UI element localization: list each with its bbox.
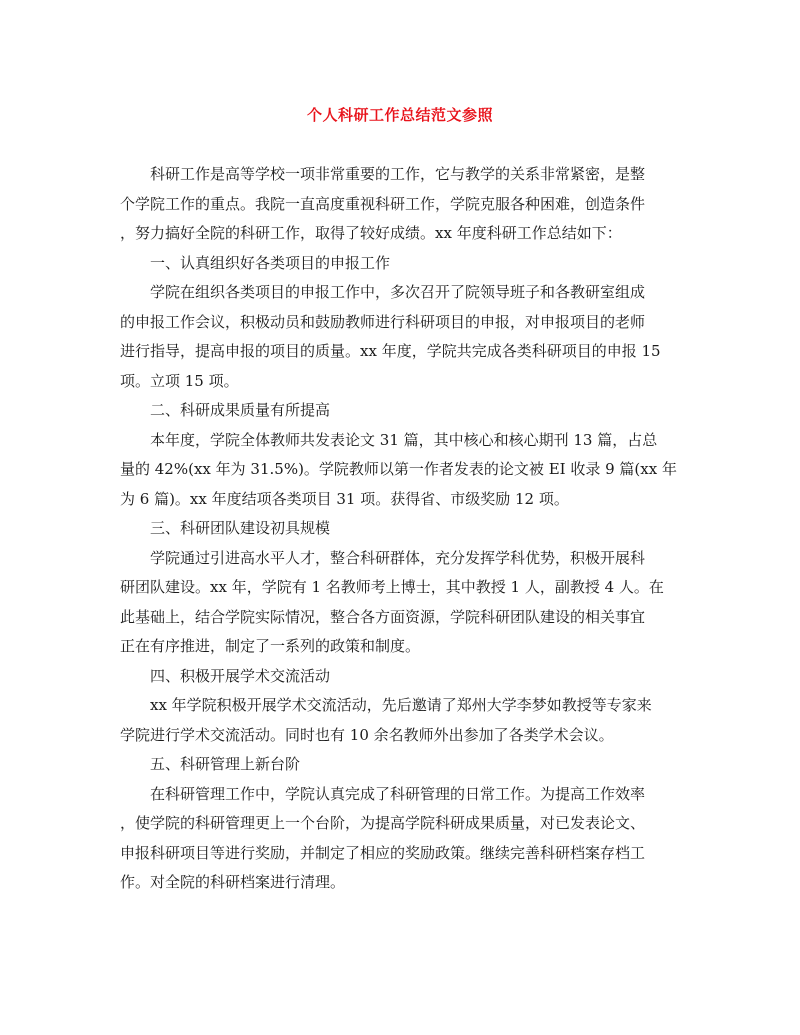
paragraph-line: 为 6 篇)。xx 年度结项各类项目 31 项。获得省、市级奖励 12 项。 (120, 489, 569, 508)
paragraph-line: 学院通过引进高水平人才，整合科研群体，充分发挥学科优势，积极开展科 (150, 548, 646, 567)
section-heading-3: 三、科研团队建设初具规模 (150, 519, 331, 537)
paragraph-line: 申报科研项目等进行奖励，并制定了相应的奖励政策。继续完善科研档案存档工 (120, 843, 646, 862)
paragraph-line: 正在有序推进，制定了一系列的政策和制度。 (120, 637, 421, 655)
document-title: 个人科研工作总结范文参照 (306, 106, 493, 124)
section-heading-2: 二、科研成果质量有所提高 (150, 401, 331, 419)
paragraph-line: 个学院工作的重点。我院一直高度重视科研工作，学院克服各种困难，创造条件 (120, 194, 646, 213)
section-heading-4: 四、积极开展学术交流活动 (150, 666, 331, 685)
paragraph-line: 研团队建设。xx 年，学院有 1 名教师考上博士，其中教授 1 人，副教授 4 人。在 (120, 578, 664, 596)
paragraph-line: 在科研管理工作中，学院认真完成了科研管理的日常工作。为提高工作效率 (150, 784, 646, 803)
paragraph-line: ，努力搞好全院的科研工作，取得了较好成绩。xx 年度科研工作总结如下： (120, 224, 622, 242)
paragraph-line: 科研工作是高等学校一项非常重要的工作，它与教学的关系非常紧密，是整 (150, 165, 646, 183)
paragraph-line: 项。立项 15 项。 (120, 371, 239, 390)
document-body (120, 160, 682, 898)
section-heading-1: 一、认真组织好各类项目的申报工作 (150, 253, 391, 272)
paragraph-line: xx 年学院积极开展学术交流活动，先后邀请了郑州大学李梦如教授等专家来 (150, 696, 652, 714)
section-heading-5: 五、科研管理上新台阶 (150, 755, 301, 773)
paragraph-line: 的申报工作会议，积极动员和鼓励教师进行科研项目的申报，对申报项目的老师 (120, 312, 646, 331)
paragraph-line: 作。对全院的科研档案进行清理。 (120, 873, 346, 891)
paragraph-line: 量的 42%(xx 年为 31.5%)。学院教师以第一作者发表的论文被 EI 收录 9 篇(xx 年 (120, 460, 677, 478)
paragraph-line: 学院在组织各类项目的申报工作中，多次召开了院领导班子和各教研室组成 (150, 283, 646, 301)
paragraph-line: ，使学院的科研管理更上一个台阶，为提高学院科研成果质量，对已发表论文、 (120, 814, 646, 832)
paragraph-line: 本年度，学院全体教师共发表论文 31 篇，其中核心和核心期刊 13 篇，占总 (150, 430, 658, 449)
paragraph-line: 学院进行学术交流活动。同时也有 10 余名教师外出参加了各类学术会议。 (120, 725, 614, 744)
paragraph-line: 此基础上，结合学院实际情况，整合各方面资源，学院科研团队建设的相关事宜 (120, 607, 646, 626)
paragraph-line: 进行指导，提高申报的项目的质量。xx 年度，学院共完成各类科研项目的申报 15 (120, 342, 661, 360)
